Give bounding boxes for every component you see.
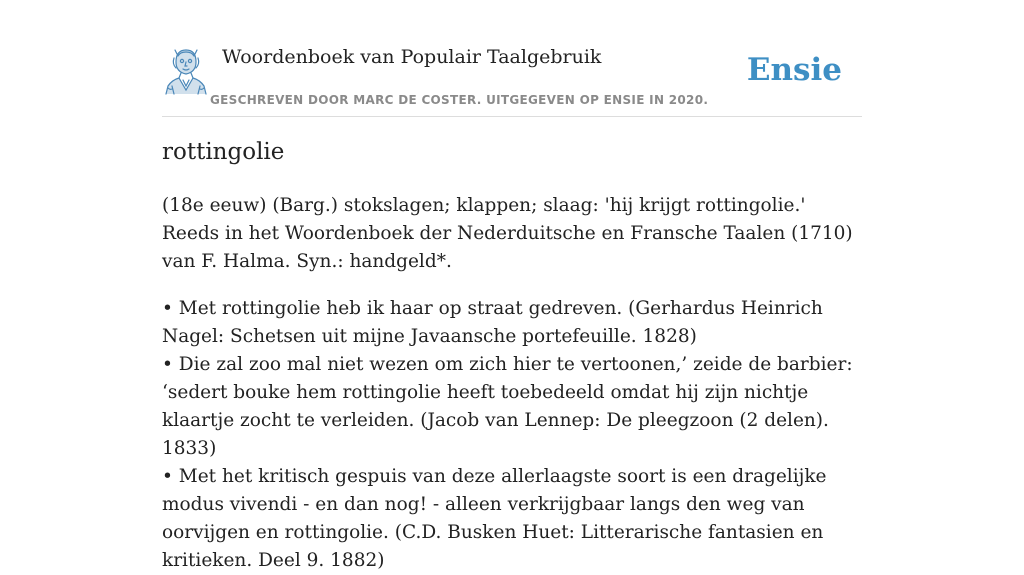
entry-title: rottingolie bbox=[162, 139, 285, 165]
author-portrait-icon[interactable] bbox=[162, 46, 210, 96]
author-byline: GESCHREVEN DOOR MARC DE COSTER. UITGEGEVEN OP ENSIE IN 2020. bbox=[210, 93, 709, 107]
book-title[interactable]: Woordenboek van Populair Taalgebruik bbox=[222, 46, 602, 68]
entry-definition: (18e eeuw) (Barg.) stokslagen; klappen; slaag: 'hij krijgt rottingolie.' Reeds in het Woordenboek der Nederduitsche en Fransche Taalen (1710) van F. Halma. Syn.: handgeld*. bbox=[162, 195, 853, 272]
citation-item: • Die zal zoo mal niet wezen om zich hier te vertoonen,’ zeide de barbier: ‘sedert bouke hem rottingolie heeft toebedeeld omdat hij zijn nichtje klaartje zocht te verleiden. (Jacob van Lennep: De pleegzoon (2 delen). 1833) bbox=[162, 354, 853, 459]
citation-item: • Met rottingolie heb ik haar op straat gedreven. (Gerhardus Heinrich Nagel: Schetsen uit mijne Javaansche portefeuille. 1828) bbox=[162, 298, 823, 347]
citation-list bbox=[162, 295, 862, 575]
site-header bbox=[162, 40, 862, 117]
ensie-logo-link[interactable]: Ensie bbox=[746, 52, 842, 88]
citation-item: • Met het kritisch gespuis van deze allerlaagste soort is een dragelijke modus vivendi - en dan nog! - alleen verkrijgbaar langs den weg van oorvijgen en rottingolie. (C.D. Busken Huet: Litterarische fantasien en kritieken. Deel 9. 1882) bbox=[162, 466, 827, 571]
author-portrait-icon-graphic bbox=[162, 46, 210, 96]
